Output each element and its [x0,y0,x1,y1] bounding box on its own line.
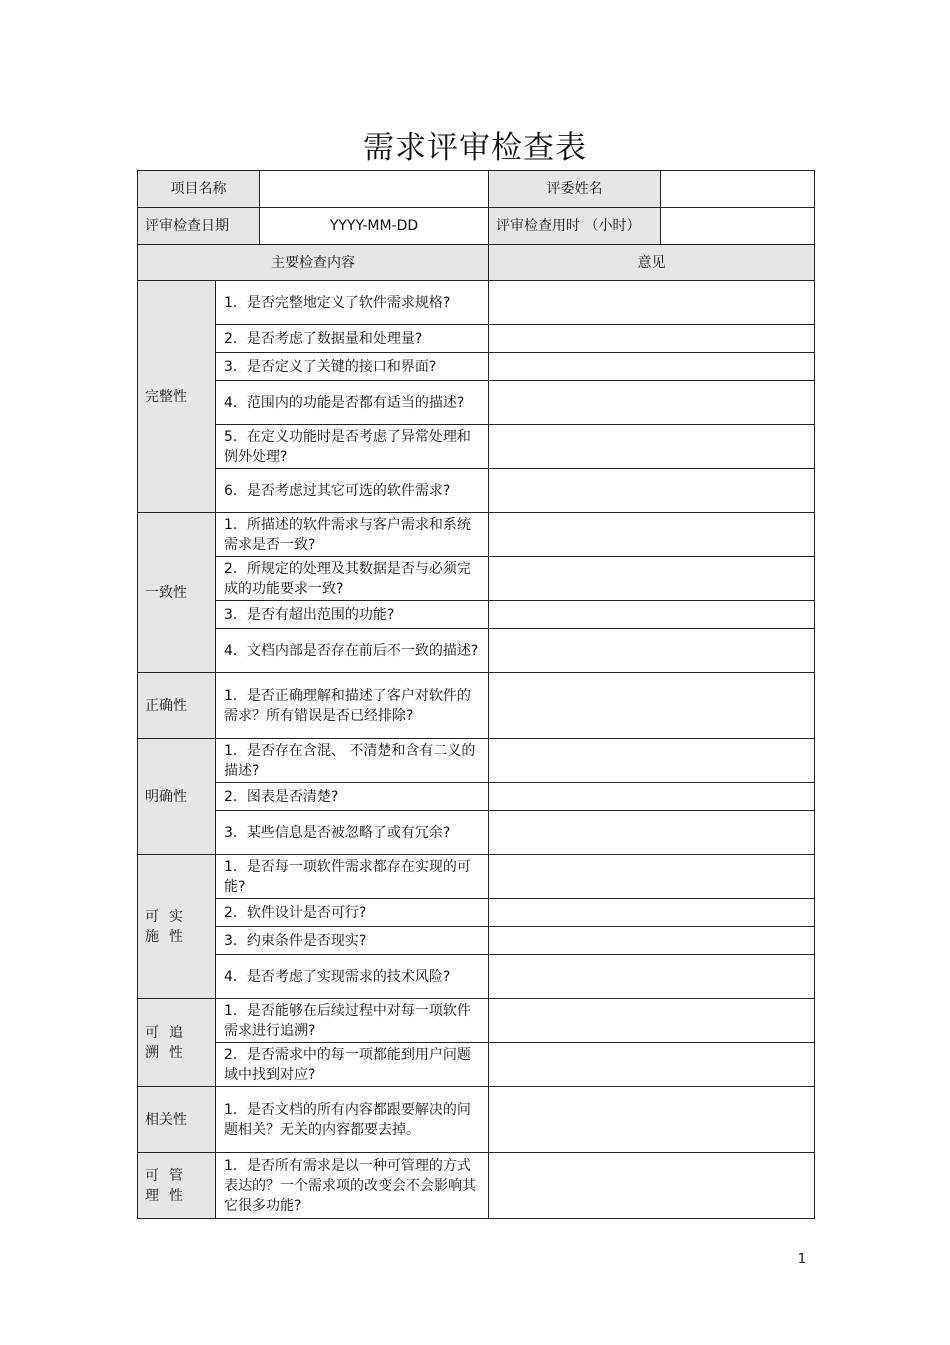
check-item: 1．是否文档的所有内容都跟要解决的问题相关？无关的内容都要去掉。 [216,1087,489,1153]
check-item: 1．是否正确理解和描述了客户对软件的需求？所有错误是否已经排除? [216,673,489,739]
opinion-cell[interactable] [489,557,815,601]
check-item: 3．某些信息是否被忽略了或有冗余? [216,811,489,855]
project-name-label: 项目名称 [138,171,260,208]
check-item: 2．软件设计是否可行? [216,899,489,927]
category-feasibility: 可实施性 [138,855,216,999]
check-item: 6．是否考虑过其它可选的软件需求? [216,469,489,513]
reviewer-name-field[interactable] [661,171,815,208]
check-item: 4．是否考虑了实现需求的技术风险? [216,955,489,999]
check-item: 5．在定义功能时是否考虑了异常处理和例外处理? [216,425,489,469]
opinion-cell[interactable] [489,739,815,783]
check-item: 3．是否定义了关键的接口和界面? [216,353,489,381]
check-item: 3．约束条件是否现实? [216,927,489,955]
opinion-cell[interactable] [489,469,815,513]
opinion-cell[interactable] [489,513,815,557]
review-date-field[interactable]: YYYY-MM-DD [260,208,489,245]
opinion-cell[interactable] [489,855,815,899]
category-correctness: 正确性 [138,673,216,739]
check-item: 1．所描述的软件需求与客户需求和系统需求是否一致? [216,513,489,557]
opinion-column-header: 意见 [489,245,815,281]
check-item: 4．文档内部是否存在前后不一致的描述? [216,629,489,673]
opinion-cell[interactable] [489,899,815,927]
opinion-cell[interactable] [489,811,815,855]
check-item: 2．是否考虑了数据量和处理量? [216,325,489,353]
opinion-cell[interactable] [489,353,815,381]
category-relevance: 相关性 [138,1087,216,1153]
page-title: 需求评审检查表 [363,130,587,166]
category-manageability: 可管理性 [138,1153,216,1219]
review-checklist-table [137,170,815,1219]
opinion-cell[interactable] [489,1043,815,1087]
opinion-cell[interactable] [489,999,815,1043]
opinion-cell[interactable] [489,1087,815,1153]
review-hours-field[interactable] [661,208,815,245]
check-item: 3．是否有超出范围的功能? [216,601,489,629]
reviewer-name-label: 评委姓名 [489,171,661,208]
project-name-field[interactable] [260,171,489,208]
check-item: 2．图表是否清楚? [216,783,489,811]
opinion-cell[interactable] [489,927,815,955]
opinion-cell[interactable] [489,783,815,811]
opinion-cell[interactable] [489,325,815,353]
check-item: 1．是否能够在后续过程中对每一项软件需求进行追溯? [216,999,489,1043]
check-item: 1．是否每一项软件需求都存在实现的可能? [216,855,489,899]
category-clarity: 明确性 [138,739,216,855]
check-item: 1．是否完整地定义了软件需求规格? [216,281,489,325]
opinion-cell[interactable] [489,381,815,425]
opinion-cell[interactable] [489,955,815,999]
category-completeness: 完整性 [138,281,216,513]
check-item: 2．所规定的处理及其数据是否与必须完成的功能要求一致? [216,557,489,601]
page-number: 1 [797,1252,806,1267]
review-date-label: 评审检查日期 [138,208,260,245]
check-item: 4．范围内的功能是否都有适当的描述? [216,381,489,425]
opinion-cell[interactable] [489,629,815,673]
check-item: 1．是否所有需求是以一种可管理的方式表达的？一个需求项的改变会不会影响其它很多功能? [216,1153,489,1219]
review-hours-label: 评审检查用时 （小时） [489,208,661,245]
opinion-cell[interactable] [489,425,815,469]
content-column-header: 主要检查内容 [138,245,489,281]
check-item: 1．是否存在含混、 不清楚和含有二义的描述? [216,739,489,783]
category-traceability: 可追溯性 [138,999,216,1087]
check-item: 2．是否需求中的每一项都能到用户问题域中找到对应? [216,1043,489,1087]
opinion-cell[interactable] [489,673,815,739]
opinion-cell[interactable] [489,601,815,629]
category-consistency: 一致性 [138,513,216,673]
opinion-cell[interactable] [489,281,815,325]
opinion-cell[interactable] [489,1153,815,1219]
